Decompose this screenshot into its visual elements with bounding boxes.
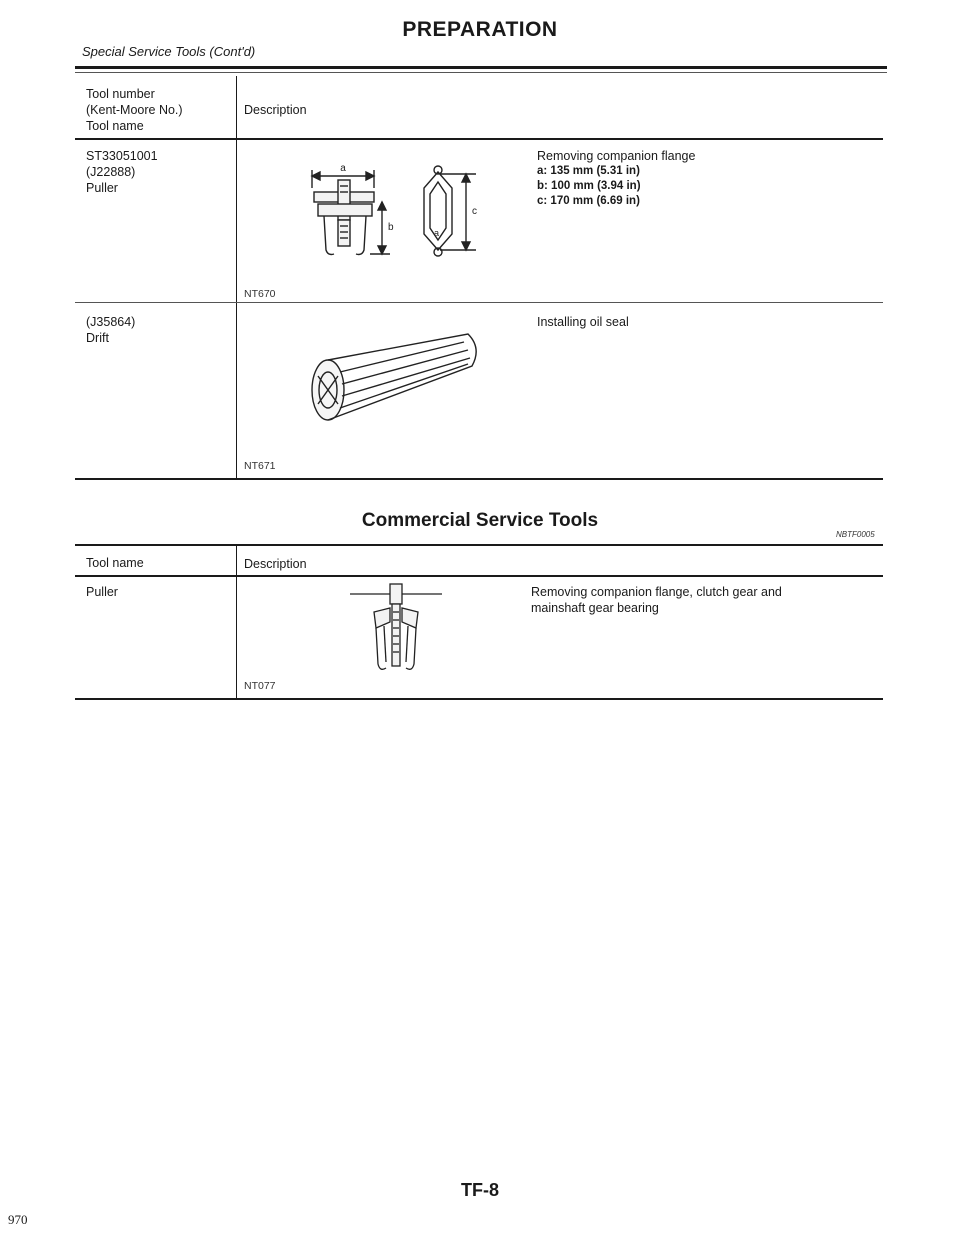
figure-code: NT671 xyxy=(244,460,276,472)
row-divider xyxy=(75,302,883,303)
column-divider xyxy=(236,76,237,480)
col-header-left xyxy=(86,86,183,134)
reference-code: NBTF0005 xyxy=(836,530,875,539)
col-header-right: Description xyxy=(244,103,307,117)
header-line: Tool name xyxy=(86,119,144,133)
page-number: 970 xyxy=(8,1212,28,1227)
column-divider xyxy=(236,546,237,700)
header-bottom-rule xyxy=(75,138,883,140)
dim-label-a2: a xyxy=(434,228,440,238)
kent-moore-number: (J35864) xyxy=(86,315,136,329)
tool-number: ST33051001 xyxy=(86,149,158,163)
tool-name: Puller xyxy=(86,181,118,195)
spec-b: b: 100 mm (3.94 in) xyxy=(537,180,641,192)
col-header-right: Description xyxy=(244,557,307,571)
spec-list xyxy=(537,164,641,209)
spec-c: c: 170 mm (6.69 in) xyxy=(537,195,640,207)
header-bottom-rule xyxy=(75,575,883,577)
page-label: TF-8 xyxy=(461,1180,499,1200)
section-title: Commercial Service Tools xyxy=(361,510,599,531)
section-rule xyxy=(75,544,883,546)
tool-name: Puller xyxy=(86,585,118,599)
page-subtitle: Special Service Tools (Cont'd) xyxy=(82,44,256,59)
figure-code: NT077 xyxy=(244,680,276,692)
description-text: Installing oil seal xyxy=(537,315,629,329)
dim-label-c: c xyxy=(472,206,477,217)
description-line: mainshaft gear bearing xyxy=(531,601,659,615)
figure-code: NT670 xyxy=(244,288,276,300)
header-line: (Kent-Moore No.) xyxy=(86,103,183,117)
table-bottom-rule xyxy=(75,478,883,480)
header-rule xyxy=(75,66,887,69)
header-line: Tool number xyxy=(86,87,155,101)
description-text: Removing companion flange xyxy=(537,149,696,163)
header-rule-thin xyxy=(75,72,887,73)
dim-label-b: b xyxy=(388,222,394,233)
drift-diagram-icon xyxy=(300,326,490,436)
dim-label-a: a xyxy=(340,163,346,174)
page-title: PREPARATION xyxy=(402,18,558,41)
description-text xyxy=(531,584,782,616)
tool-name: Drift xyxy=(86,331,109,345)
table-bottom-rule xyxy=(75,698,883,700)
puller-diagram-icon xyxy=(300,158,490,268)
kent-moore-number: (J22888) xyxy=(86,165,136,179)
spec-a: a: 135 mm (5.31 in) xyxy=(537,165,640,177)
description-line: Removing companion flange, clutch gear and xyxy=(531,585,782,599)
col-header-left: Tool name xyxy=(86,556,144,570)
tool-cell xyxy=(86,314,135,346)
gear-puller-diagram-icon xyxy=(350,582,450,678)
tool-cell xyxy=(86,148,158,196)
